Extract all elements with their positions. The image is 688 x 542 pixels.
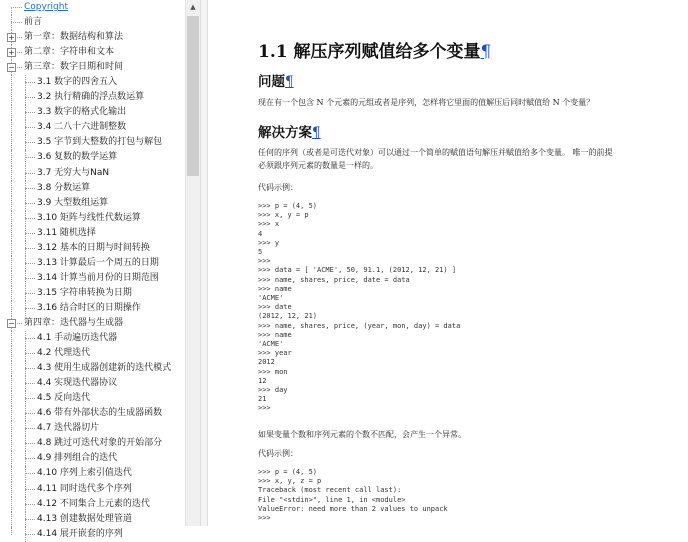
collapse-icon[interactable]: − — [8, 63, 15, 73]
toc-item-label: 3.1 数字的四舍五入 — [37, 77, 118, 88]
toc-section-item[interactable] — [0, 436, 185, 451]
tree-connector — [11, 391, 12, 406]
tree-connector — [25, 504, 35, 505]
toc-section-item[interactable] — [0, 482, 185, 497]
toc-section-item[interactable] — [0, 166, 185, 181]
toc-tree[interactable] — [0, 0, 185, 539]
toc-item-label: 4.10 序列上索引值迭代 — [37, 468, 132, 479]
tree-connector — [25, 398, 35, 399]
tree-connector — [25, 203, 35, 204]
toc-item-label: 4.9 排列组合的迭代 — [37, 453, 118, 464]
toc-item-label: 3.6 复数的数学运算 — [37, 152, 118, 163]
tree-connector — [11, 482, 12, 497]
toc-item-label: 4.7 迭代器切片 — [37, 423, 100, 434]
toc-item-label: 3.3 数字的格式化输出 — [37, 107, 127, 118]
tree-connector — [25, 248, 35, 249]
toc-section-item[interactable] — [0, 196, 185, 211]
toc-chapter-item[interactable] — [0, 0, 185, 15]
toc-item-label: 第一章：数据结构和算法 — [24, 32, 124, 43]
tree-connector — [11, 361, 12, 376]
tree-connector — [25, 97, 35, 98]
tree-connector — [25, 112, 35, 113]
toc-item-label: 第四章：迭代器与生成器 — [24, 317, 124, 328]
tree-connector — [11, 436, 12, 451]
scroll-thumb[interactable] — [187, 16, 199, 176]
expand-icon[interactable]: + — [8, 48, 15, 58]
toc-item-label: 3.8 分数运算 — [37, 182, 91, 193]
tree-connector — [25, 142, 35, 143]
tree-connector — [11, 211, 12, 226]
solution-text-line-2: 必须跟序列元素的数量是一样的。 — [258, 161, 378, 170]
tree-connector — [25, 368, 35, 369]
toc-chapter-item[interactable] — [0, 45, 185, 60]
tree-connector — [11, 346, 12, 361]
toc-item-label: 3.14 计算当前月份的日期范围 — [37, 272, 159, 283]
tree-connector — [11, 75, 12, 90]
code-block-1: >>> p = (4, 5) >>> x, y = p >>> x 4 >>> y 5 >>> >>> data = [ 'ACME', 50, 91.1, (2012, 12, 21) ] >>> name, shares, price, date = data >>> name 'ACME' >>> date (2012, 12, 21) >>> name, shares, price, (year, mon, day) = data >>> name 'ACME' >>> year 2012 >>> mon 12 >>> day 21 >>> — [258, 202, 461, 413]
toc-chapter-item[interactable] — [0, 15, 185, 30]
solution-heading-text: 解决方案 — [258, 125, 312, 141]
toc-item-label: 4.1 手动遍历迭代器 — [37, 333, 118, 344]
problem-heading-text: 问题 — [258, 74, 285, 90]
toc-section-item[interactable] — [0, 376, 185, 391]
toc-item-label: 第三章：数字日期和时间 — [24, 62, 124, 73]
toc-section-item[interactable] — [0, 361, 185, 376]
tree-connector — [25, 383, 35, 384]
tree-connector — [11, 497, 12, 512]
tree-connector — [11, 527, 12, 535]
toc-item-label: 4.2 代理迭代 — [37, 348, 91, 359]
tree-connector — [11, 376, 12, 391]
toc-section-item[interactable] — [0, 331, 185, 346]
tree-connector — [25, 338, 35, 339]
toc-section-item[interactable] — [0, 181, 185, 196]
toc-section-item[interactable] — [0, 286, 185, 301]
scroll-up-arrow-icon[interactable]: ▲ — [190, 3, 196, 11]
toc-item-label: 4.14 展开嵌套的序列 — [37, 528, 123, 539]
toc-item-label: 前言 — [24, 17, 43, 28]
toc-section-item[interactable] — [0, 226, 185, 241]
tree-connector — [11, 196, 12, 211]
toc-item-label: 4.13 创建数据处理管道 — [37, 513, 132, 524]
toc-item-label: 3.10 矩阵与线性代数运算 — [37, 212, 141, 223]
toc-section-item[interactable] — [0, 150, 185, 165]
tree-connector — [25, 293, 35, 294]
tree-connector — [11, 286, 12, 301]
tree-connector — [11, 105, 12, 120]
tree-connector — [25, 218, 35, 219]
toc-section-item[interactable] — [0, 241, 185, 256]
toc-item-label: 3.2 执行精确的浮点数运算 — [37, 92, 145, 103]
tree-connector — [25, 443, 35, 444]
toc-section-item[interactable] — [0, 527, 185, 542]
tree-connector — [11, 8, 12, 15]
tree-connector — [25, 308, 35, 309]
toc-section-item[interactable] — [0, 211, 185, 226]
tree-connector — [25, 473, 35, 474]
tree-connector — [11, 466, 12, 481]
collapse-icon[interactable]: − — [8, 318, 15, 328]
tree-connector — [11, 451, 12, 466]
tree-connector — [25, 233, 35, 234]
toc-item-label: 4.8 跳过可迭代对象的开始部分 — [37, 438, 163, 449]
tree-connector — [11, 256, 12, 271]
code-label-2: 代码示例： — [258, 449, 298, 458]
tree-connector — [11, 90, 12, 105]
toc-item-label: 3.12 基本的日期与时间转换 — [37, 242, 150, 253]
solution-permalink[interactable]: ¶ — [312, 125, 321, 141]
toc-item-label: 第二章：字符串和文本 — [24, 47, 115, 58]
tree-connector — [25, 428, 35, 429]
toc-chapter-item[interactable] — [0, 60, 185, 75]
tree-connector — [11, 301, 12, 316]
toc-chapter-item[interactable] — [0, 30, 185, 45]
toc-section-item[interactable] — [0, 75, 185, 90]
toc-item-label: 4.11 同时迭代多个序列 — [37, 483, 132, 494]
tree-connector — [11, 7, 22, 8]
toc-section-item[interactable] — [0, 120, 185, 135]
tree-connector — [25, 127, 35, 128]
tree-connector — [25, 413, 35, 414]
toc-item-label: 3.15 字符串转换为日期 — [37, 287, 132, 298]
tree-connector — [11, 150, 12, 165]
toc-item-label: 3.9 大型数组运算 — [37, 197, 109, 208]
toc-section-item[interactable] — [0, 512, 185, 527]
toc-item-label: 3.16 结合时区的日期操作 — [37, 302, 141, 313]
problem-permalink[interactable]: ¶ — [285, 74, 294, 90]
tree-connector — [25, 173, 35, 174]
tree-connector — [25, 353, 35, 354]
tree-connector — [25, 489, 35, 490]
tree-connector — [11, 181, 12, 196]
toc-item-label: 4.12 不同集合上元素的迭代 — [37, 498, 150, 509]
toc-section-item[interactable] — [0, 90, 185, 105]
expand-icon[interactable]: + — [8, 33, 15, 43]
section-title — [258, 37, 491, 62]
section-title-text: 1.1 解压序列赋值给多个变量 — [258, 42, 481, 62]
tree-connector — [25, 157, 35, 158]
title-permalink[interactable]: ¶ — [480, 42, 492, 62]
toc-item-label: 3.4 二八十六进制整数 — [37, 122, 127, 133]
toc-section-item[interactable] — [0, 271, 185, 286]
document-content — [208, 0, 687, 526]
toc-section-item[interactable] — [0, 105, 185, 120]
tree-connector — [11, 331, 12, 346]
toc-item-label: 3.5 字节到大整数的打包与解包 — [37, 137, 163, 148]
pane-splitter[interactable] — [200, 0, 208, 526]
tree-connector — [11, 421, 12, 436]
toc-section-item[interactable] — [0, 391, 185, 406]
toc-section-item[interactable] — [0, 256, 185, 271]
toc-item-label: 3.11 随机选择 — [37, 227, 96, 238]
tree-connector — [11, 226, 12, 241]
toc-section-item[interactable] — [0, 421, 185, 436]
toc-item-label: 4.5 反向迭代 — [37, 393, 91, 404]
tree-connector — [11, 406, 12, 421]
toc-section-item[interactable] — [0, 406, 185, 421]
toc-item-label: 4.6 带有外部状态的生成器函数 — [37, 408, 163, 419]
problem-text: 现在有一个包含 N 个元素的元组或者是序列，怎样将它里面的值解压后同时赋值给 N 个变量？ — [258, 98, 595, 107]
toc-section-item[interactable] — [0, 497, 185, 512]
tree-connector — [11, 135, 12, 150]
toc-item-label: 4.3 使用生成器创建新的迭代模式 — [37, 363, 172, 374]
tree-connector — [11, 512, 12, 527]
tree-connector — [25, 519, 35, 520]
toc-item-label: Copyright — [24, 2, 68, 12]
mismatch-text: 如果变量个数和序列元素的个数不匹配，会产生一个异常。 — [258, 430, 466, 439]
toc-section-item[interactable] — [0, 466, 185, 481]
tree-connector — [25, 263, 35, 264]
tree-connector — [11, 22, 22, 23]
toc-scrollbar[interactable] — [185, 0, 200, 526]
code-block-2: >>> p = (4, 5) >>> x, y, z = p Traceback (most recent call last): File "<stdin>", line 1, in <module> ValueError: need more than 2 values to unpack >>> — [258, 468, 448, 523]
toc-chapter-item[interactable] — [0, 316, 185, 331]
toc-item-label: 3.7 无穷大与NaN — [37, 167, 110, 178]
tree-connector — [25, 278, 35, 279]
toc-section-item[interactable] — [0, 135, 185, 150]
tree-connector — [11, 241, 12, 256]
tree-connector — [11, 166, 12, 181]
toc-section-item[interactable] — [0, 451, 185, 466]
solution-text-line-1: 任何的序列（或者是可迭代对象）可以通过一个简单的赋值语句解压并赋值给多个变量。 唯一的前提 — [258, 148, 613, 157]
code-label-1: 代码示例： — [258, 183, 298, 192]
toc-section-item[interactable] — [0, 346, 185, 361]
toc-item-label: 3.13 计算最后一个周五的日期 — [37, 257, 159, 268]
toc-section-item[interactable] — [0, 301, 185, 316]
tree-connector — [11, 271, 12, 286]
solution-heading — [258, 121, 321, 141]
tree-connector — [25, 188, 35, 189]
tree-connector — [25, 82, 35, 83]
problem-heading — [258, 70, 294, 90]
toc-item-label: 4.4 实现迭代器协议 — [37, 378, 118, 389]
tree-connector — [25, 458, 35, 459]
tree-connector — [25, 534, 35, 535]
tree-connector — [11, 120, 12, 135]
